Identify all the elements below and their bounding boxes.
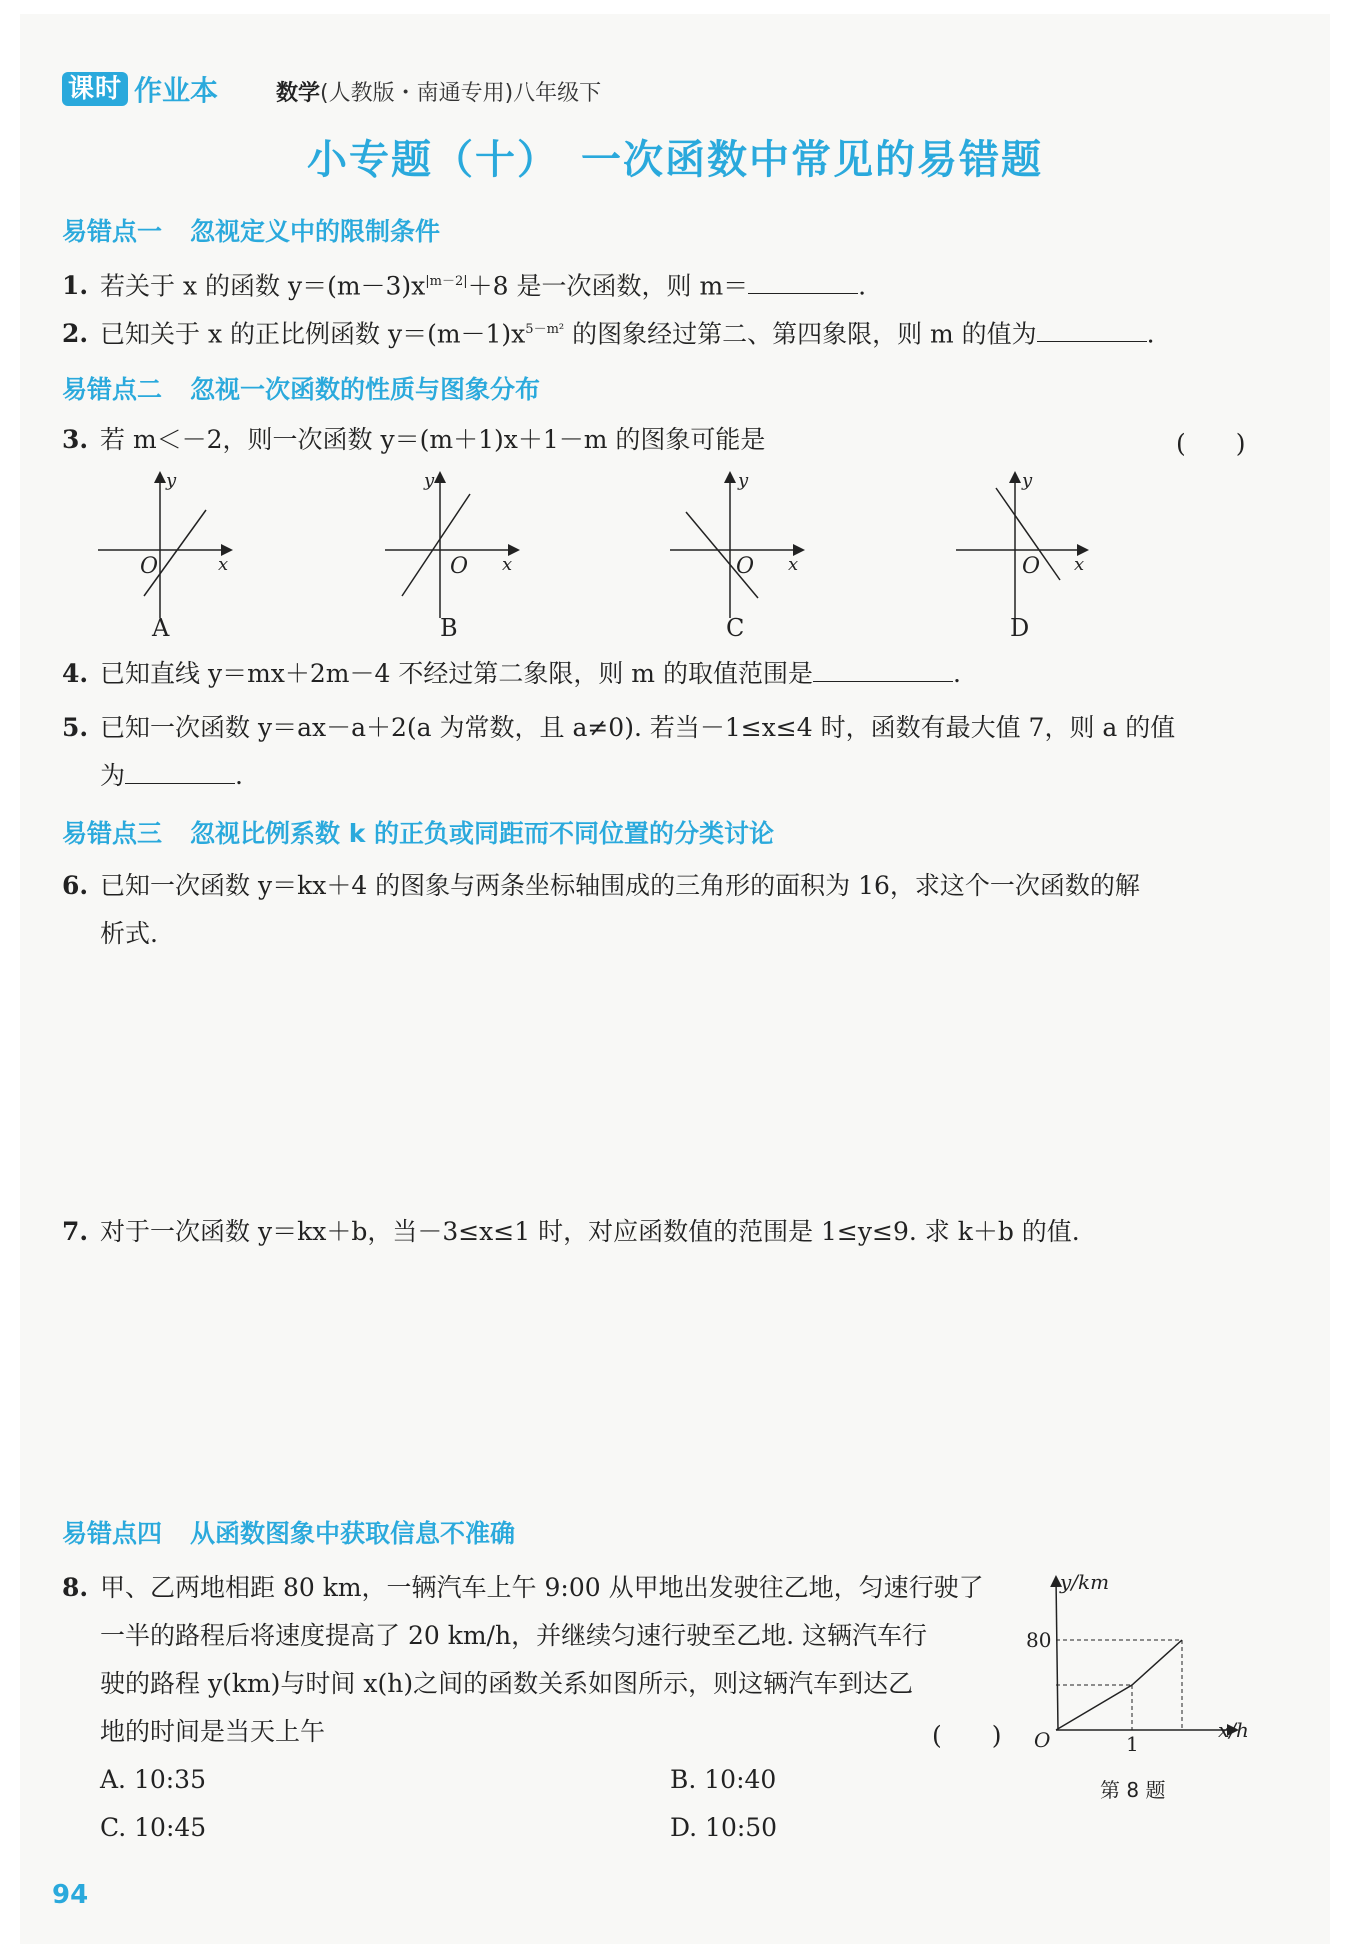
graph-y-tick: 80 — [1026, 1628, 1052, 1652]
exponent: 5－m² — [525, 322, 565, 337]
question-number: 1. — [62, 271, 89, 301]
question-text: 若关于 x 的函数 y＝(m－3)x — [100, 271, 426, 301]
question-8-line-3: 驶的路程 y(km)与时间 x(h)之间的函数关系如图所示，则这辆汽车到达乙 — [100, 1669, 914, 1698]
question-number: 3. — [62, 425, 89, 454]
section-heading-4 — [62, 1514, 515, 1550]
section-text: 忽视一次函数的性质与图象分布 — [190, 375, 541, 404]
section-text: 从函数图象中获取信息不准确 — [190, 1519, 516, 1548]
answer-blank[interactable] — [813, 661, 953, 682]
option-c[interactable]: C. 10:45 — [100, 1813, 207, 1842]
question-6-continued — [100, 910, 158, 958]
graph-option-d[interactable] — [956, 474, 1086, 618]
q3-graph-options — [90, 468, 1130, 648]
question-number: 7. — [62, 1217, 89, 1246]
answer-paren[interactable]: ( ) — [932, 1721, 1002, 1750]
graph-y-label: y/km — [1060, 1570, 1110, 1594]
question-text: 析式. — [100, 919, 158, 948]
section-text: 忽视比例系数 k 的正负或同距而不同位置的分类讨论 — [190, 819, 775, 848]
question-end: . — [952, 659, 961, 688]
question-text: 已知一次函数 y＝kx＋4 的图象与两条坐标轴围成的三角形的面积为 16，求这个一次函数的解 — [100, 871, 1140, 900]
origin-label: O — [736, 554, 755, 579]
origin-label: O — [140, 554, 159, 579]
origin-label: O — [1022, 554, 1041, 579]
question-text: 已知一次函数 y＝ax－a＋2(a 为常数，且 a≠0). 若当－1≤x≤4 时，函数有最大值 7，则 a 的值 — [100, 713, 1176, 742]
question-number: 4. — [62, 659, 89, 688]
question-text: 的图象经过第二、第四象限，则 m 的值为 — [572, 319, 1037, 349]
question-3 — [62, 416, 765, 464]
question-end: . — [858, 271, 867, 301]
axis-x-label: x — [788, 554, 799, 575]
axis-x-label: x — [502, 554, 513, 575]
question-8-line-4: 地的时间是当天上午 — [100, 1717, 326, 1746]
question-text: 为 — [100, 761, 126, 790]
question-number: 8. — [62, 1573, 89, 1602]
book-logo — [62, 72, 218, 106]
question-4 — [62, 650, 961, 698]
answer-blank[interactable] — [748, 273, 858, 294]
section-heading-3 — [62, 814, 774, 850]
section-text: 忽视定义中的限制条件 — [190, 217, 441, 246]
axis-y-label: y — [738, 470, 749, 491]
question-number: 5. — [62, 713, 89, 742]
question-text: 已知关于 x 的正比例函数 y＝(m－1)x — [100, 319, 526, 349]
question-text: ＋8 是一次函数，则 m＝ — [467, 271, 749, 301]
logo-badge: 课时 — [62, 72, 128, 106]
section-label: 易错点一 — [62, 217, 163, 246]
subject-label: 数学 — [276, 81, 321, 106]
book-subtitle — [276, 76, 601, 107]
axis-y-label: y — [166, 470, 177, 491]
axis-y-label: y — [1022, 470, 1033, 491]
page-number: 94 — [52, 1880, 89, 1910]
question-number: 2. — [62, 319, 89, 349]
graph-origin: O — [1034, 1728, 1051, 1752]
option-d[interactable]: D. 10:50 — [670, 1813, 778, 1842]
answer-blank[interactable] — [1037, 321, 1147, 342]
question-end: . — [235, 761, 243, 790]
exponent: |m－2| — [425, 274, 468, 289]
axis-x-label: x — [1074, 554, 1085, 575]
question-number: 6. — [62, 871, 89, 900]
answer-blank[interactable] — [125, 763, 235, 784]
axis-y-label: y — [424, 470, 435, 491]
question-5-continued — [100, 752, 243, 800]
graph-option-a[interactable] — [98, 474, 230, 618]
edition-label: (人教版・南通专用)八年级下 — [320, 81, 602, 106]
page-title: 小专题（十） 一次函数中常见的易错题 — [307, 136, 1043, 183]
question-text: 对于一次函数 y＝kx＋b，当－3≤x≤1 时，对应函数值的范围是 1≤y≤9. 求 k＋b 的值. — [100, 1217, 1080, 1246]
question-text: 已知直线 y＝mx＋2m－4 不经过第二象限，则 m 的取值范围是 — [100, 659, 813, 688]
section-heading-1 — [62, 212, 440, 248]
option-label-a: A — [152, 614, 170, 642]
origin-label: O — [450, 554, 469, 579]
question-8 — [62, 1564, 984, 1612]
graph-x-tick: 1 — [1126, 1732, 1139, 1756]
question-7 — [62, 1208, 1080, 1256]
option-label-b: B — [440, 614, 458, 642]
graph-option-c[interactable] — [670, 474, 802, 618]
logo-text: 作业本 — [134, 74, 219, 107]
section-heading-2 — [62, 370, 540, 406]
question-2 — [62, 306, 1155, 358]
question-8-line-2: 一半的路程后将速度提高了 20 km/h，并继续匀速行驶至乙地. 这辆汽车行 — [100, 1621, 927, 1650]
section-label: 易错点二 — [62, 375, 163, 404]
question-text: 若 m＜－2，则一次函数 y＝(m＋1)x＋1－m 的图象可能是 — [100, 425, 766, 454]
option-label-d: D — [1010, 614, 1030, 642]
question-6 — [62, 862, 1140, 910]
option-a[interactable]: A. 10:35 — [100, 1765, 206, 1794]
graph-x-label: x/h — [1218, 1718, 1249, 1742]
answer-paren[interactable]: ( ) — [1176, 429, 1246, 458]
option-label-c: C — [726, 614, 745, 642]
axis-x-label: x — [218, 554, 229, 575]
question-5 — [62, 704, 1175, 752]
graph-caption: 第 8 题 — [1100, 1778, 1166, 1802]
question-end: . — [1146, 319, 1155, 349]
section-label: 易错点三 — [62, 819, 163, 848]
y-axis — [1056, 1578, 1058, 1730]
section-label: 易错点四 — [62, 1519, 163, 1548]
question-1 — [62, 258, 866, 310]
graph-option-b[interactable] — [385, 474, 517, 618]
question-text: 甲、乙两地相距 80 km，一辆汽车上午 9:00 从甲地出发驶往乙地，匀速行驶了 — [100, 1573, 984, 1602]
option-b[interactable]: B. 10:40 — [670, 1765, 777, 1794]
